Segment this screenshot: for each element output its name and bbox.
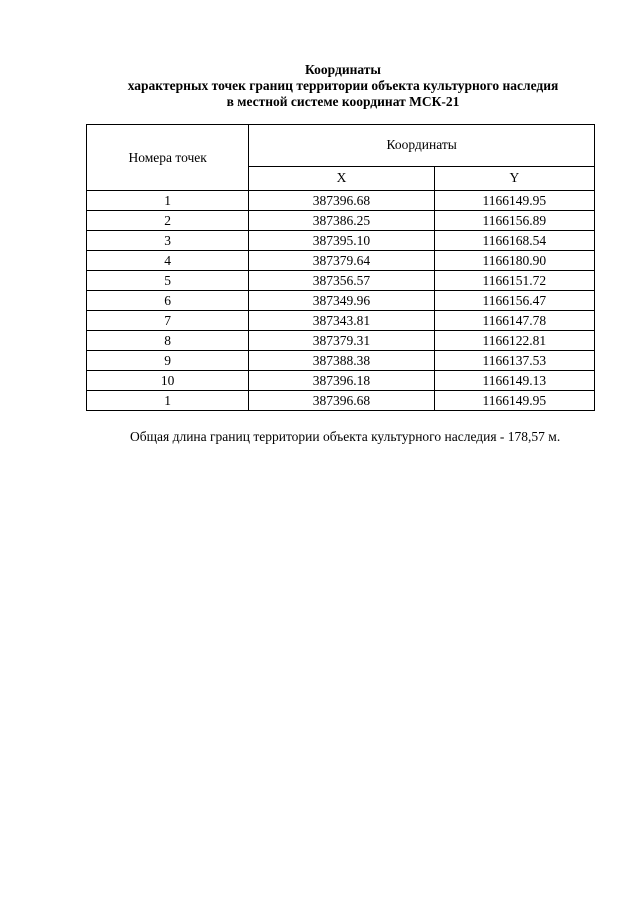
point-number-cell: 8: [87, 331, 249, 351]
y-coordinate-cell: 1166156.47: [434, 291, 594, 311]
x-coordinate-cell: 387349.96: [249, 291, 434, 311]
point-number-cell: 5: [87, 271, 249, 291]
point-number-cell: 2: [87, 211, 249, 231]
table-row: [87, 231, 595, 251]
point-number-cell: 1: [87, 391, 249, 411]
header-y: Y: [434, 166, 594, 190]
header-x: X: [249, 166, 434, 190]
point-number-cell: 1: [87, 191, 249, 211]
x-coordinate-cell: 387343.81: [249, 311, 434, 331]
y-coordinate-cell: 1166149.95: [434, 391, 594, 411]
title-line-3: в местной системе координат МСК-21: [226, 94, 460, 109]
x-coordinate-cell: 387356.57: [249, 271, 434, 291]
x-coordinate-cell: 387379.31: [249, 331, 434, 351]
table-row: [87, 331, 595, 351]
document-title: [0, 62, 640, 110]
x-coordinate-cell: 387388.38: [249, 351, 434, 371]
title-line-1: Координаты: [305, 62, 381, 77]
table-row: [87, 251, 595, 271]
header-coordinates: Координаты: [249, 125, 595, 167]
table-row: [87, 311, 595, 331]
table-row: [87, 271, 595, 291]
point-number-cell: 3: [87, 231, 249, 251]
point-number-cell: 10: [87, 371, 249, 391]
point-number-cell: 9: [87, 351, 249, 371]
y-coordinate-cell: 1166151.72: [434, 271, 594, 291]
x-coordinate-cell: 387396.68: [249, 191, 434, 211]
title-line-2: характерных точек границ территории объекта культурного наследия: [127, 78, 559, 93]
x-coordinate-cell: 387395.10: [249, 231, 434, 251]
coordinates-table-body: [87, 191, 595, 411]
x-coordinate-cell: 387386.25: [249, 211, 434, 231]
header-point-numbers: Номера точек: [87, 125, 249, 191]
y-coordinate-cell: 1166147.78: [434, 311, 594, 331]
point-number-cell: 6: [87, 291, 249, 311]
x-coordinate-cell: 387396.68: [249, 391, 434, 411]
table-row: [87, 351, 595, 371]
coordinates-table: [86, 124, 595, 411]
y-coordinate-cell: 1166156.89: [434, 211, 594, 231]
x-coordinate-cell: 387379.64: [249, 251, 434, 271]
table-row: [87, 191, 595, 211]
y-coordinate-cell: 1166149.95: [434, 191, 594, 211]
x-coordinate-cell: 387396.18: [249, 371, 434, 391]
y-coordinate-cell: 1166168.54: [434, 231, 594, 251]
y-coordinate-cell: 1166137.53: [434, 351, 594, 371]
table-row: [87, 291, 595, 311]
y-coordinate-cell: 1166180.90: [434, 251, 594, 271]
table-row: [87, 391, 595, 411]
table-row: [87, 211, 595, 231]
total-length-note: Общая длина границ территории объекта культурного наследия - 178,57 м.: [130, 429, 561, 444]
y-coordinate-cell: 1166122.81: [434, 331, 594, 351]
point-number-cell: 4: [87, 251, 249, 271]
point-number-cell: 7: [87, 311, 249, 331]
table-row: [87, 371, 595, 391]
y-coordinate-cell: 1166149.13: [434, 371, 594, 391]
